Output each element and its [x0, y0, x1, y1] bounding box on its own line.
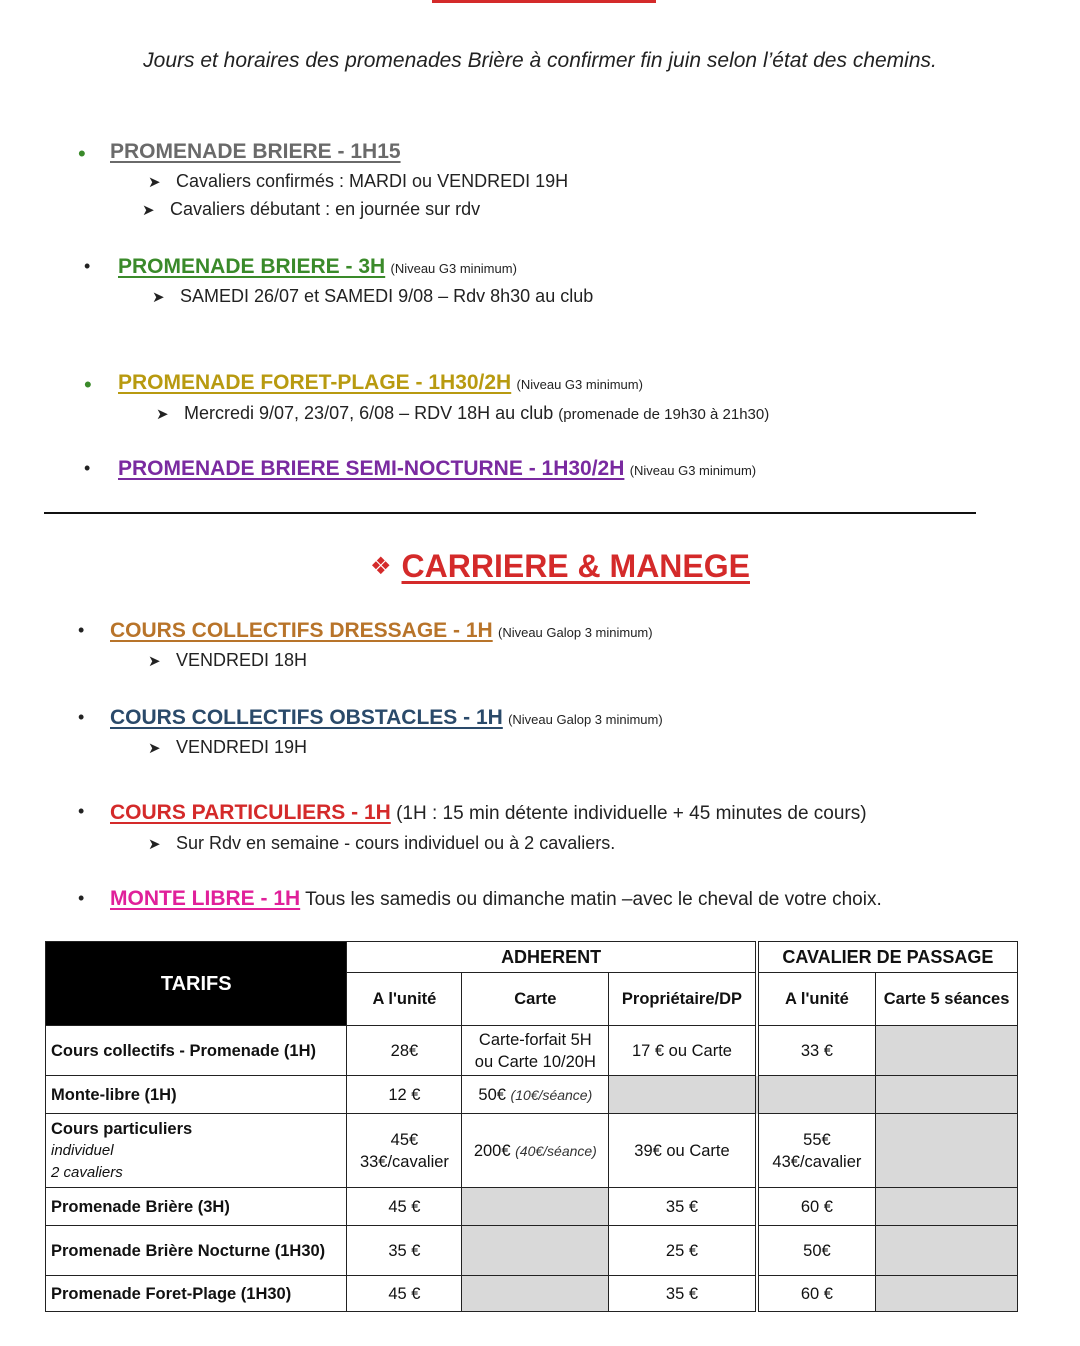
cours-3-title: COURS PARTICULIERS - 1H [110, 801, 391, 824]
cell-empty [462, 1226, 609, 1276]
promenade-3 [118, 371, 643, 395]
cours-4-title: MONTE LIBRE - 1H [110, 887, 301, 910]
bullet-icon: • [78, 888, 85, 908]
cell-unite: 28€ [347, 1026, 462, 1076]
diamond-icon: ❖ [370, 553, 392, 580]
cours-1-note: (Niveau Galop 3 minimum) [497, 625, 653, 640]
cell-empty [876, 1076, 1018, 1114]
col-carte: Carte [462, 973, 609, 1026]
cell-passage: 55€ 43€/cavalier [757, 1114, 876, 1188]
row-label: Cours particuliers individuel 2 cavaliers [46, 1114, 347, 1188]
cell-unite: 12 € [347, 1076, 462, 1114]
divider [44, 512, 976, 514]
arrow-icon: ➤ [148, 740, 161, 757]
intro-text: Jours et horaires des promenades Brière à confirmer fin juin selon l’état des chemins. [143, 49, 937, 72]
cours-4 [110, 887, 882, 911]
bullet-icon: • [84, 458, 91, 478]
row-label: Promenade Brière (3H) [46, 1188, 347, 1226]
promenade-1-line-2: ➤ Cavaliers débutant : en journée sur rdv [142, 199, 481, 219]
promenade-3-note: (Niveau G3 minimum) [516, 377, 643, 392]
promenade-2-line-1: ➤ SAMEDI 26/07 et SAMEDI 9/08 – Rdv 8h30 au club [152, 286, 594, 306]
col-carte5: Carte 5 séances [876, 973, 1018, 1026]
cours-2-title: COURS COLLECTIFS OBSTACLES - 1H [110, 706, 503, 729]
bullet-icon: • [84, 372, 92, 397]
row-label: Cours collectifs - Promenade (1H) [46, 1026, 347, 1076]
section-title: ❖ CARRIERE & MANEGE [370, 548, 750, 584]
table-row [46, 1226, 1018, 1276]
arrow-icon: ➤ [148, 836, 161, 853]
cell-empty [609, 1076, 757, 1114]
promenade-1 [110, 140, 401, 164]
promenade-4-title: PROMENADE BRIERE SEMI-NOCTURNE - 1H30/2H [118, 457, 625, 480]
arrow-icon: ➤ [142, 202, 155, 219]
passage-header: CAVALIER DE PASSAGE [757, 942, 1018, 973]
cell-carte: Carte-forfait 5H ou Carte 10/20H [462, 1026, 609, 1076]
cell-empty [876, 1276, 1018, 1312]
top-red-bar [432, 0, 656, 3]
cell-empty [462, 1188, 609, 1226]
cell-prop: 35 € [609, 1276, 757, 1312]
cours-1-line-1: ➤ VENDREDI 18H [148, 650, 308, 670]
col-proprietaire: Propriétaire/DP [609, 973, 757, 1026]
table-header-row [46, 942, 1018, 973]
cell-unite: 45€ 33€/cavalier [347, 1114, 462, 1188]
promenade-2-note: (Niveau G3 minimum) [390, 261, 517, 276]
promenade-2-title: PROMENADE BRIERE - 3H [118, 255, 386, 278]
cours-4-detail: Tous les samedis ou dimanche matin –avec le cheval de votre choix. [305, 889, 882, 910]
cell-empty [757, 1076, 876, 1114]
cell-prop: 17 € ou Carte [609, 1026, 757, 1076]
promenade-4-note: (Niveau G3 minimum) [629, 463, 757, 478]
cours-2 [110, 706, 663, 730]
promenade-3-title: PROMENADE FORET-PLAGE - 1H30/2H [118, 371, 512, 394]
cours-1-title: COURS COLLECTIFS DRESSAGE - 1H [110, 619, 493, 642]
cours-3-detail: (1H : 15 min détente individuelle + 45 minutes de cours) [396, 803, 867, 824]
cours-2-line-1: ➤ VENDREDI 19H [148, 737, 308, 757]
arrow-icon: ➤ [152, 289, 165, 306]
row-label: Promenade Foret-Plage (1H30) [46, 1276, 347, 1312]
table-row [46, 1026, 1018, 1076]
cell-passage: 50€ [757, 1226, 876, 1276]
tarifs-table [45, 941, 1018, 1312]
promenade-4 [118, 457, 756, 481]
table-row [46, 1276, 1018, 1312]
table-row [46, 1076, 1018, 1114]
cours-3-line-1: ➤ Sur Rdv en semaine - cours individuel ou à 2 cavaliers. [148, 833, 616, 853]
cell-prop: 35 € [609, 1188, 757, 1226]
cell-empty [462, 1276, 609, 1312]
cell-prop: 39€ ou Carte [609, 1114, 757, 1188]
adherent-header: ADHERENT [347, 942, 757, 973]
promenade-2 [118, 255, 517, 279]
cours-2-note: (Niveau Galop 3 minimum) [508, 712, 663, 727]
tarifs-header: TARIFS [46, 942, 347, 1026]
cell-passage: 33 € [757, 1026, 876, 1076]
cell-empty [876, 1026, 1018, 1076]
bullet-icon: • [78, 141, 86, 166]
bullet-icon: • [78, 707, 85, 727]
cell-passage: 60 € [757, 1276, 876, 1312]
cell-carte: 50€ (10€/séance) [462, 1076, 609, 1114]
bullet-icon: • [78, 801, 85, 821]
table-row [46, 1188, 1018, 1226]
cell-empty [876, 1188, 1018, 1226]
arrow-icon: ➤ [148, 174, 161, 191]
col-unite: A l'unité [347, 973, 462, 1026]
arrow-icon: ➤ [148, 653, 161, 670]
bullet-icon: • [84, 256, 91, 276]
cell-unite: 45 € [347, 1276, 462, 1312]
row-label: Promenade Brière Nocturne (1H30) [46, 1226, 347, 1276]
col-passage-unite: A l'unité [757, 973, 876, 1026]
cell-unite: 35 € [347, 1226, 462, 1276]
bullet-icon: • [78, 620, 85, 640]
cell-unite: 45 € [347, 1188, 462, 1226]
cell-carte: 200€ (40€/séance) [462, 1114, 609, 1188]
cours-3 [110, 801, 867, 825]
arrow-icon: ➤ [156, 406, 169, 423]
cours-1 [110, 619, 653, 643]
promenade-1-line-1: ➤ Cavaliers confirmés : MARDI ou VENDREDI 19H [148, 171, 569, 191]
row-label: Monte-libre (1H) [46, 1076, 347, 1114]
cell-passage: 60 € [757, 1188, 876, 1226]
cell-empty [876, 1114, 1018, 1188]
table-row [46, 1114, 1018, 1188]
promenade-3-line-1: ➤ Mercredi 9/07, 23/07, 6/08 – RDV 18H au club (promenade de 19h30 à 21h30) [156, 403, 770, 423]
cell-prop: 25 € [609, 1226, 757, 1276]
promenade-1-title: PROMENADE BRIERE - 1H15 [110, 140, 401, 163]
cell-empty [876, 1226, 1018, 1276]
